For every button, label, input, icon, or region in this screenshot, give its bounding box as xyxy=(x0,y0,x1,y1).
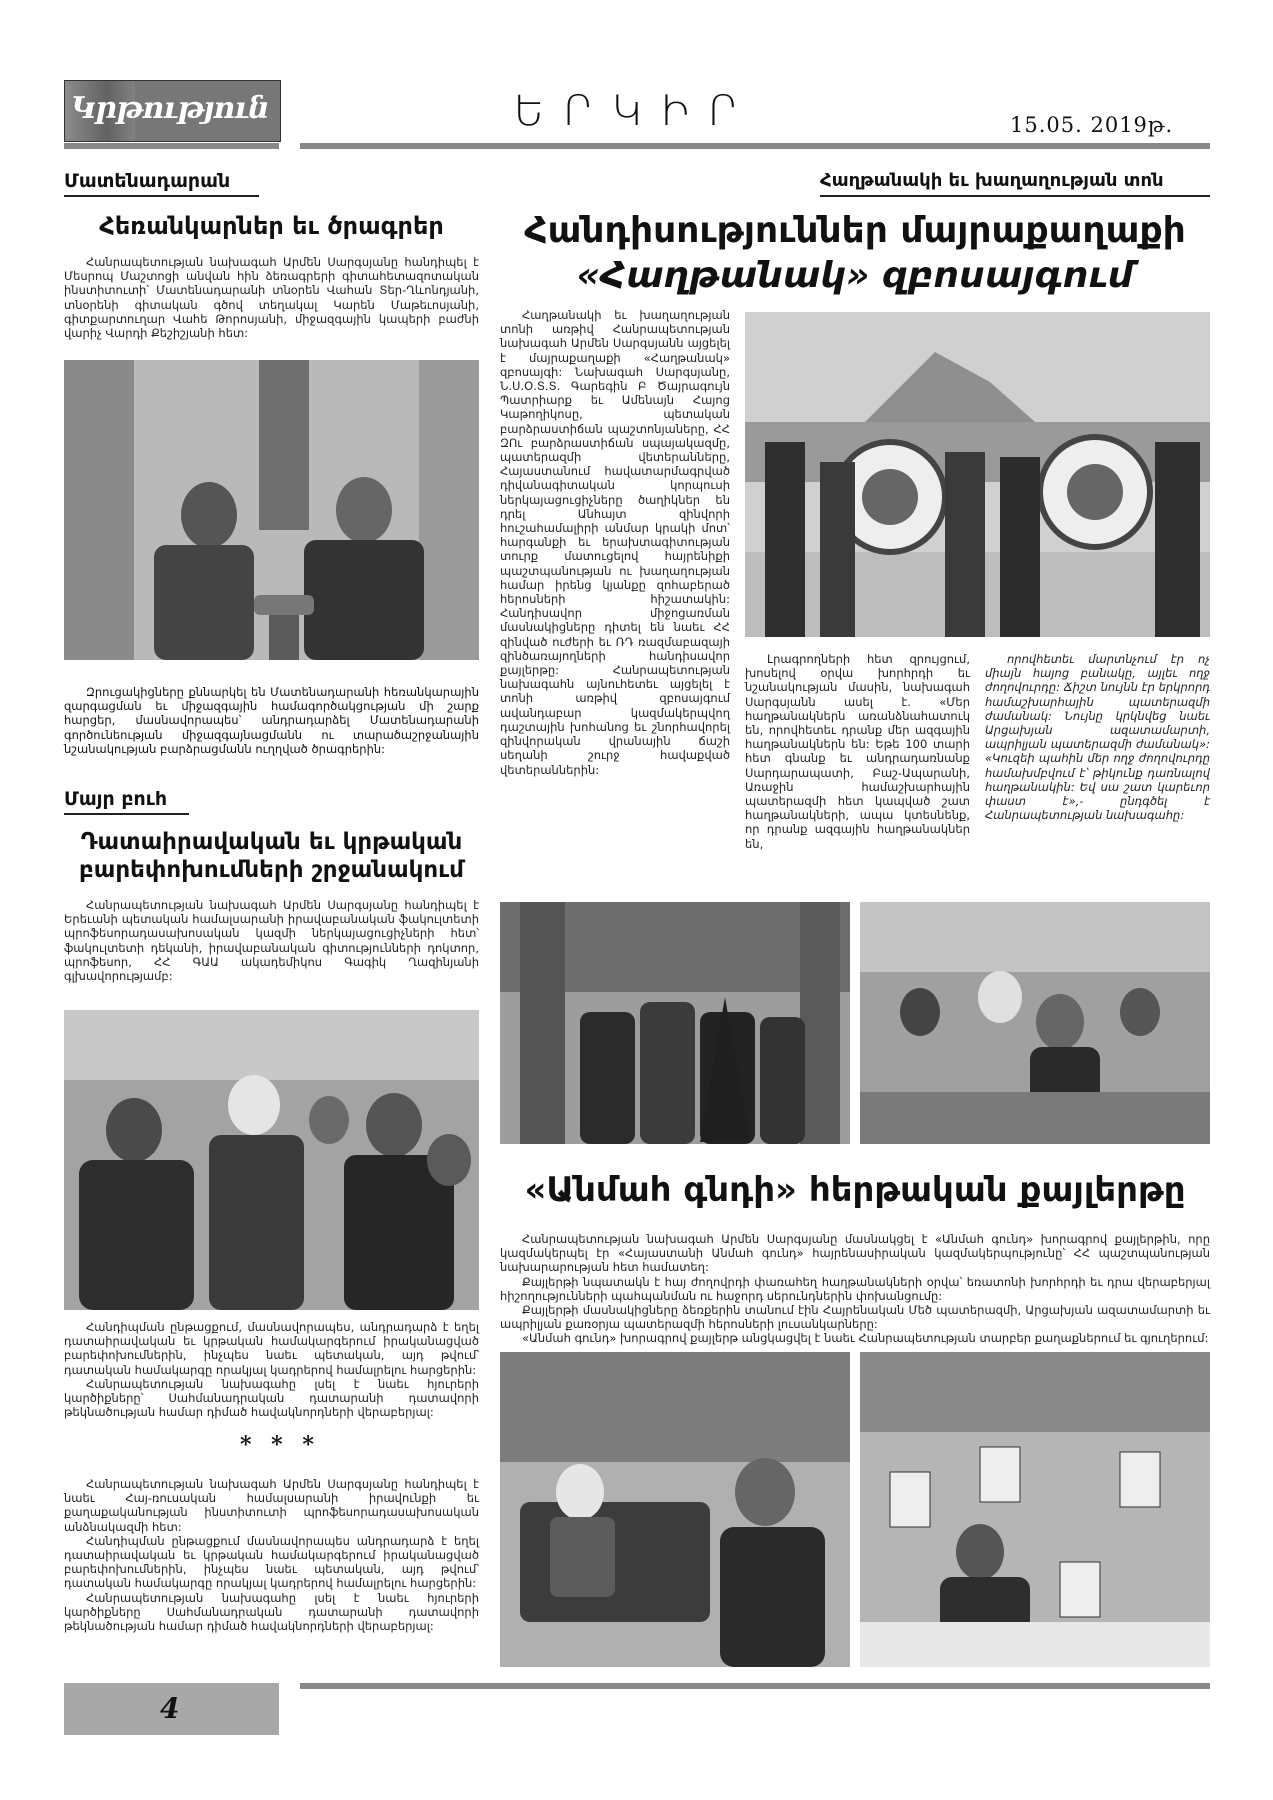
logo-text: Կրթություն xyxy=(71,91,269,126)
article-body-immortal: Հանրապետության նախագահ Արմեն Սարգսյանը մասնակցել է «Անմահ գունդ» խորագրով քայլերթին, որը կազմակերպել էր «Հայաստանի Անմահ գունդ» հայրենասիրական կազմակերպությունը՝ ՀՀ պաշտպանության նախարարության հետ համատեղ: Քայլերթի նպատակն է հայ ժողովրդի փառահեղ հաղթանակների օրվա՝ եռատոնի խորհրդի եւ դրա վերաբերյալ հիշողությունների պահպանման ու հաջորդ սերունդներին փոխանցումը: Քայլերթի մասնակիցները ձեռքերին տանում էին Հայրենական Մեծ պատերազմի, Արցախյան ազատամարտի եւ ապրիլյան քառօրյա պատերազմի հերոսների լուսանկարները: «Անմահ գունդ» խորագրով քայլերթ անցկացվել է նաեւ Հանրապետության տարբեր քաղաքներում եւ գյուղերում: xyxy=(500,1232,1210,1346)
newspaper-logo xyxy=(64,80,281,142)
section-underline xyxy=(64,813,189,815)
article-title-perspectives: Հեռանկարներ եւ ծրագրեր xyxy=(99,212,444,240)
article-victory-col3: որովհետեւ մարտնչում էր ոչ միայն հայոց բանակը, այլեւ ողջ ժողովուրդը: Ճիշտ նույնն էր երկրորդ համաշխարհային պատերազմի ժամանակ: Նույնը կրկնվեց նաեւ Արցախյան ազատամարտի, ապրիլյան պատերազմի ժամանակ»: «Կուզեի պահին մեր ողջ ժողովուրդը համախմբվում է՝ թիկունք դառնալով հաղթանակին: Եվ սա շատ կարեւոր փաստ է»,- ընդգծել է Հանրապետության նախագահը: xyxy=(985,652,1210,823)
article-intro-matenadaran: Հանրապետության նախագահ Արմեն Սարգսյանը հանդիպել է Մեսրոպ Մաշտոցի անվան հին ձեռագրերի գիտահետազոտական ինստիտուտի՝ Մատենադարանի տնօրեն Վահան Տեր-Ղևոնդյանի, տնօրենի գիտական գծով տեղակալ Կարեն Մաթեւոսյանի, գիտքարտուղար Վահե Թորոսյանի, միջազգային կապերի բաժնի վարիչ Վարդի Քեշիշյանի հետ: xyxy=(64,255,479,341)
article-intro-ysu: Հանրապետության նախագահ Արմեն Սարգսյանը հանդիպել է Երեւանի պետական համալսարանի իրավաբանական ֆակուլտետի պրոֆեսորադասախոսական կազմի ներկայացուցիչների հետ՝ ֆակուլտետի դեկանի, իրավաբանական գիտությունների դոկտոր, պրոֆեսոր, ՀՀ ԳԱԱ ակադեմիկոս Գագիկ Ղազինյանի գլխավորությամբ: xyxy=(64,898,479,984)
photo-immortal-regiment-march xyxy=(860,1352,1210,1667)
section-label-university: Մայր բուհ xyxy=(64,788,168,810)
photo-procession-catholicos xyxy=(500,902,850,1144)
photo-veteran-handshake xyxy=(500,1352,850,1667)
photo-wreath-laying xyxy=(745,312,1210,637)
photo-president-meeting xyxy=(64,360,479,660)
section-underline xyxy=(64,195,259,197)
section-label-victory: Հաղթանակի եւ խաղաղության տոն xyxy=(820,170,1164,191)
article-victory-col1: Հաղթանակի եւ խաղաղության տոնի առթիվ Հանրապետության նախագահ Արմեն Սարգսյանն այցելել է մայրաքաղաքի «Հաղթանակ» զբոսայգի: Նախագահ Սարգսյանը, Ն.Ս.Օ.Տ.Տ. Գարեգին Բ Ծայրագույն Պատրիարք եւ Ամենայն Հայոց Կաթողիկոսը, պետական բարձրաստիճան պաշտոնյաները, ՀՀ ԶՈւ բարձրաստիճան սպայակազմը, պատերազմի վետերանները, Հայաստանում հավատարմագրված դիվանագիտական կորպուսի ներկայացուցիչները ծաղիկներ են դրել Անհայտ զինվորի հուշահամալիրի անմար կրակի մոտ՝ հարգանքի եւ երախտագիտության տուրք մատուցելով հայրենիքի պաշտպանության ու խաղաղության համար իրենց կյանքը զոհաբերած հերոսների հիշատակին: Հանդիսավոր միջոցառման մասնակիցները դիտել են նաեւ ՀՀ զինված ուժերի եւ ՌԴ ռազմաբազայի զինծառայողների հանդիսավոր քայլերթը: Հանրապետության նախագահն այնուհետեւ այցելել է տոնի առթիվ զբոսայգում ավանդաբար կազմակերպվող դաշտային խոհանոց եւ շնորհավորել զինվորական վրանային ճաշի սեղանի շուրջ հավաքված վետերաններին: xyxy=(500,308,730,777)
article-victory-col2: Լրագրողների հետ զրույցում, խոսելով օրվա խորհրդի եւ նշանակության մասին, նախագահ Սարգսյանն ասել է. «Մեր հաղթանակներն առանձնահատուկ են, որովհետեւ դրանք մեր ազգային հաղթանակներն են: Եթե 100 տարի հետ գնանք եւ անդրադառնանք Սարդարապատի, Բաշ-Ապարանի, Առաջին համաշխարհային պատերազմի հետ կապված շատ հաղթանակների, ապա կտեսնենք, որ դրանք ազգային հաղթանակներ են, xyxy=(745,652,970,851)
header-rule xyxy=(300,143,1210,149)
issue-date: 15.05. 2019թ. xyxy=(1010,113,1174,137)
photo-handshake-professors xyxy=(64,1010,479,1310)
caption-matenadaran: Զրուցակիցները քննարկել են Մատենադարանի հեռանկարային զարգացման եւ միջազգային համագործակցության մի շարք հարցեր, մասնավորապես՝ անդրադարձել Մատենադարանի գործունեության միջազգայնացմանն ու տարածաշրջանային նշանակության բարձրացմանն ուղղված ծրագրերին: xyxy=(64,685,479,756)
page-number: 4 xyxy=(160,1692,180,1725)
section-label-matenadaran: Մատենադարան xyxy=(64,170,231,192)
footer-rule xyxy=(300,1683,1210,1689)
article-title-immortal: «Անմահ գնդի» հերթական քայլերթը xyxy=(524,1170,1186,1210)
article-title-reforms: Դատաիրավական եւ կրթական բարեփոխումների շրջանակում xyxy=(79,829,464,884)
article-body-ysu: Հանդիպման ընթացքում, մասնավորապես, անդրադարձ է եղել դատաիրավական եւ կրթական համակարգերում իրականացված բարեփոխումներին, ինչպես նաեւ պետական, այդ թվում՝ դատական համակարգը որակյալ կադրերով համալրելու հարցերին: Հանրապետության նախագահը լսել է նաեւ հյուրերի կարծիքները՝ Սահմանադրական դատարանի դատավորի թեկնածության համար դիմած հավակնորդների վերաբերյալ: xyxy=(64,1320,479,1420)
masthead-title: ԵՐԿԻՐ xyxy=(513,86,757,135)
header-rule-left xyxy=(64,143,279,149)
article-title-victory: Հանդիսություններ մայրաքաղաքի «Հաղթանակ» զբոսայգում xyxy=(524,210,1186,296)
photo-field-kitchen xyxy=(860,902,1210,1144)
article-body-rau: Հանրապետության նախագահ Արմեն Սարգսյանը հանդիպել է նաեւ Հայ-ռուսական համալսարանի իրավունքի եւ քաղաքականության ինստիտուտի պրոֆեսորադասախոսական անձնակազմի հետ: Հանդիպման ընթացքում մասնավորապես անդրադարձ է եղել դատաիրավական եւ կրթական համակարգերում իրականացված բարեփոխումներին, ինչպես նաեւ պետական, այդ թվում՝ դատական համակարգը որակյալ կադրերով համալրելու հարցերին: Հանրապետության նախագահը լսել է նաեւ հյուրերի կարծիքները Սահմանադրական դատարանի դատավորի թեկնածության համար դիմած հավակնորդների վերաբերյալ: xyxy=(64,1477,479,1634)
section-underline xyxy=(820,195,1210,197)
section-divider-stars: * * * xyxy=(240,1432,320,1458)
